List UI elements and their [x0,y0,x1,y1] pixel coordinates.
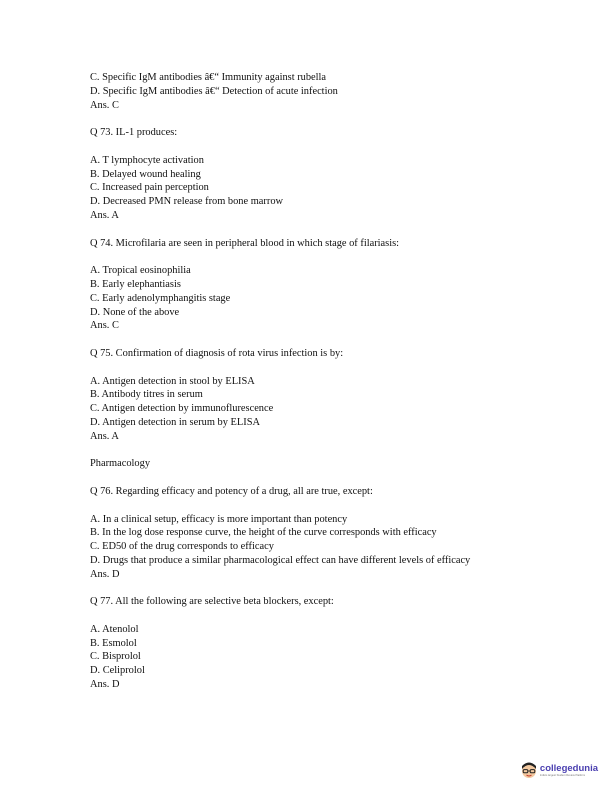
option-b: B. Early elephantiasis [90,278,181,290]
option-a: A. Tropical eosinophilia [90,265,191,277]
option-d: D. Specific IgM antibodies â€“ Detection of acute infection [90,85,338,97]
answer: Ans. D [90,679,120,691]
question-text: Q 74. Microfilaria are seen in peripheral blood in which stage of filariasis: [90,237,400,249]
option-d: D. Decreased PMN release from bone marrow [90,196,284,208]
logo-name: collegedunia [539,762,598,774]
option-d: D. Celiprolol [90,665,145,677]
answer: Ans. D [90,568,120,580]
option-c: C. Increased pain perception [90,182,209,194]
option-c: C. Bisprolol [90,651,141,663]
answer: Ans. C [90,99,119,111]
prev-question-tail [90,71,530,112]
option-c: C. Early adenolymphangitis stage [90,292,231,304]
option-c: C. Antigen detection by immunoflurescence [90,403,274,415]
collegedunia-logo [520,760,598,780]
question-text: Q 75. Confirmation of diagnosis of rota virus infection is by: [90,347,344,359]
option-c: C. Specific IgM antibodies â€“ Immunity against rubella [90,72,327,83]
option-a: A. In a clinical setup, efficacy is more important than potency [90,513,348,525]
question-73 [90,126,530,223]
section-heading-block [90,457,530,471]
option-b: B. Antibody titres in serum [90,389,203,401]
answer: Ans. A [90,209,119,221]
question-text: Q 76. Regarding efficacy and potency of a drug, all are true, except: [90,485,373,497]
question-text: Q 77. All the following are selective beta blockers, except: [90,596,334,608]
logo-tagline: India's largest Student Review Platform [539,773,586,777]
question-74 [90,237,530,334]
question-76 [90,485,530,582]
option-d: D. Antigen detection in serum by ELISA [90,416,260,428]
option-b: B. Esmolol [90,637,137,649]
option-c: C. ED50 of the drug corresponds to efficacy [90,541,274,553]
option-d: D. None of the above [90,306,180,318]
section-heading: Pharmacology [90,458,151,470]
answer: Ans. A [90,430,119,442]
option-d: D. Drugs that produce a similar pharmacological effect can have different levels of efficacy [90,554,471,566]
question-77 [90,595,530,692]
option-b: B. Delayed wound healing [90,168,201,180]
document-page [90,71,530,706]
mascot-icon [520,760,538,780]
option-a: A. Atenolol [90,623,139,635]
option-a: A. T lymphocyte activation [90,154,204,166]
answer: Ans. C [90,320,119,332]
question-text: Q 73. IL-1 produces: [90,127,178,139]
option-a: A. Antigen detection in stool by ELISA [90,375,255,387]
option-b: B. In the log dose response curve, the height of the curve corresponds with efficacy [90,527,437,539]
question-75 [90,347,530,444]
